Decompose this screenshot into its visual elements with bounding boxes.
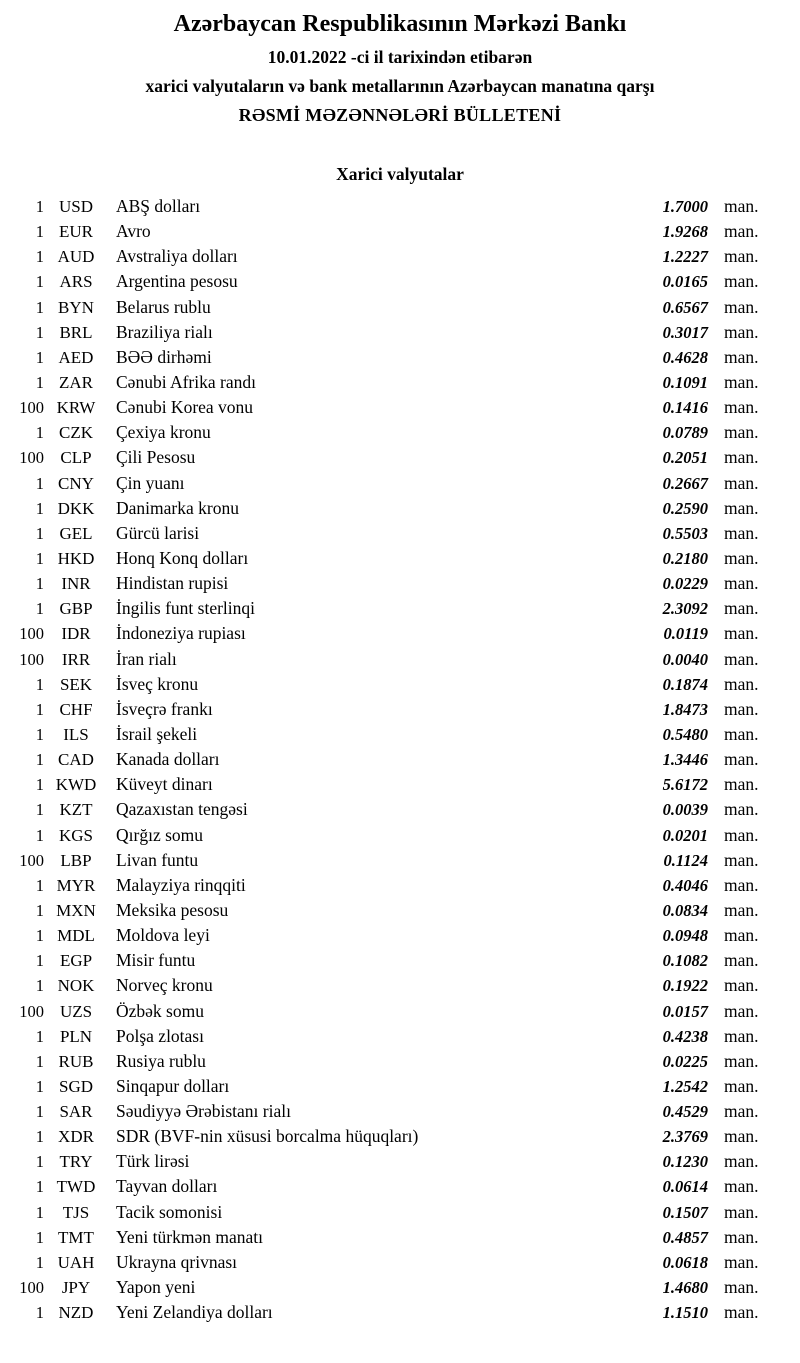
currency-name: Avro [116, 221, 151, 242]
rate-value: 1.9268 [662, 222, 708, 242]
table-row [0, 1200, 800, 1225]
table-row [0, 797, 800, 822]
quantity: 1 [35, 750, 44, 770]
rate-value: 0.4857 [662, 1227, 708, 1247]
unit-label: man. [724, 1201, 759, 1222]
quantity: 1 [35, 699, 44, 719]
rate-value: 0.2590 [662, 498, 708, 518]
unit-label: man. [724, 321, 759, 342]
unit-label: man. [724, 950, 759, 971]
rate-value: 0.6567 [662, 297, 708, 317]
currency-name: Meksika pesosu [116, 899, 229, 920]
unit-label: man. [724, 598, 759, 619]
currency-code: NZD [58, 1303, 94, 1323]
unit-label: man. [724, 221, 759, 242]
unit-label: man. [724, 623, 759, 644]
unit-label: man. [724, 447, 759, 468]
table-row [0, 1225, 800, 1250]
table-row [0, 1099, 800, 1124]
quantity: 1 [35, 724, 44, 744]
rate-value: 1.8473 [662, 699, 708, 719]
currency-code: GBP [59, 599, 93, 619]
unit-label: man. [724, 573, 759, 594]
unit-label: man. [724, 1251, 759, 1272]
currency-code: MXN [56, 900, 96, 920]
currency-name: İsrail şekeli [116, 723, 198, 744]
currency-name: Türk lirəsi [116, 1151, 190, 1172]
quantity: 1 [35, 1202, 44, 1222]
rate-value: 0.4529 [662, 1102, 708, 1122]
currency-code: XDR [58, 1127, 94, 1147]
currency-code: KGS [58, 825, 93, 845]
quantity: 1 [35, 197, 44, 216]
table-row [0, 219, 800, 244]
quantity: 1 [35, 1076, 44, 1096]
unit-label: man. [724, 271, 759, 292]
rate-value: 2.3092 [662, 599, 708, 619]
currency-name: İsveç kronu [116, 673, 199, 694]
currency-code: EUR [59, 222, 93, 242]
table-row [0, 295, 800, 320]
currency-name: Moldova leyi [116, 925, 210, 946]
currency-code: CLP [60, 448, 92, 468]
unit-label: man. [724, 899, 759, 920]
unit-label: man. [724, 1277, 759, 1298]
unit-label: man. [724, 799, 759, 820]
table-row [0, 1149, 800, 1174]
quantity: 1 [35, 574, 44, 594]
table-row [0, 194, 800, 219]
quantity: 1 [35, 1252, 44, 1272]
currency-name: Gürcü larisi [116, 522, 200, 543]
table-row [0, 848, 800, 873]
rate-value: 1.2542 [662, 1076, 708, 1096]
rate-value: 0.0165 [662, 272, 708, 292]
rate-value: 0.0040 [662, 649, 708, 669]
currency-name: ABŞ dolları [116, 196, 201, 216]
table-row [0, 1300, 800, 1325]
table-row [0, 898, 800, 923]
rate-value: 0.1922 [662, 976, 708, 996]
currency-name: Çexiya kronu [116, 422, 211, 443]
currency-name: Qırğız somu [116, 824, 204, 845]
currency-code: GEL [59, 523, 93, 543]
rate-value: 1.1510 [662, 1303, 708, 1323]
unit-label: man. [724, 371, 759, 392]
quantity: 1 [35, 548, 44, 568]
currency-code: ARS [59, 272, 93, 292]
unit-label: man. [724, 346, 759, 367]
currency-code: INR [61, 574, 91, 594]
unit-label: man. [724, 874, 759, 895]
table-row [0, 697, 800, 722]
quantity: 1 [35, 1177, 44, 1197]
table-row [0, 420, 800, 445]
currency-code: MDL [57, 926, 95, 946]
unit-label: man. [724, 196, 759, 216]
table-row [0, 370, 800, 395]
unit-label: man. [724, 397, 759, 418]
currency-name: Yapon yeni [116, 1277, 196, 1298]
quantity: 100 [19, 398, 44, 418]
rate-value: 0.1124 [663, 850, 708, 870]
currency-name: Çin yuanı [116, 472, 185, 493]
rate-value: 0.1416 [662, 398, 708, 418]
rate-value: 0.1091 [662, 372, 708, 392]
unit-label: man. [724, 1126, 759, 1147]
unit-label: man. [724, 849, 759, 870]
table-row [0, 647, 800, 672]
quantity: 1 [35, 900, 44, 920]
table-row [0, 747, 800, 772]
rate-value: 0.0039 [662, 800, 708, 820]
rate-value: 2.3769 [662, 1127, 708, 1147]
quantity: 1 [35, 825, 44, 845]
currency-code: IDR [61, 624, 91, 644]
table-row [0, 722, 800, 747]
currency-code: NOK [57, 976, 95, 996]
rate-value: 0.2051 [662, 448, 708, 468]
table-row [0, 1124, 800, 1149]
table-row [0, 1024, 800, 1049]
currency-code: CZK [59, 423, 93, 443]
table-row [0, 672, 800, 697]
rate-value: 1.4680 [662, 1278, 708, 1298]
table-row [0, 571, 800, 596]
table-row [0, 546, 800, 571]
unit-label: man. [724, 824, 759, 845]
table-row [0, 823, 800, 848]
currency-code: MYR [56, 875, 96, 895]
table-row [0, 999, 800, 1024]
currency-name: Polşa zlotası [116, 1025, 204, 1046]
table-row [0, 621, 800, 646]
currency-name: Ukrayna qrivnası [116, 1251, 238, 1272]
quantity: 100 [19, 1278, 44, 1298]
unit-label: man. [724, 925, 759, 946]
currency-name: Hindistan rupisi [116, 573, 229, 594]
currency-code: KWD [55, 775, 97, 795]
table-row [0, 772, 800, 797]
rates-table [0, 194, 800, 1325]
currency-name: Səudiyyə Ərəbistanı rialı [116, 1101, 291, 1122]
rate-value: 0.5503 [662, 523, 708, 543]
currency-code: CAD [58, 750, 94, 770]
unit-label: man. [724, 296, 759, 317]
table-row [0, 395, 800, 420]
table-row [0, 1074, 800, 1099]
quantity: 1 [35, 322, 44, 342]
quantity: 1 [35, 1152, 44, 1172]
currency-name: Avstraliya dolları [116, 246, 238, 267]
currency-name: Yeni türkmən manatı [116, 1226, 263, 1247]
rate-value: 0.0225 [662, 1051, 708, 1071]
unit-label: man. [724, 246, 759, 267]
table-row [0, 973, 800, 998]
quantity: 1 [35, 1026, 44, 1046]
currency-code: PLN [59, 1026, 93, 1046]
unit-label: man. [724, 723, 759, 744]
quantity: 1 [35, 297, 44, 317]
subtitle-line: xarici valyutaların və bank metallarının Azərbaycan manatına qarşı [145, 76, 655, 96]
currency-name: İndoneziya rupiası [116, 623, 246, 644]
currency-code: KZT [59, 800, 93, 820]
currency-code: BRL [59, 322, 93, 342]
unit-label: man. [724, 422, 759, 443]
rate-value: 0.0834 [662, 900, 708, 920]
table-row [0, 320, 800, 345]
table-row [0, 873, 800, 898]
table-row [0, 496, 800, 521]
currency-name: Braziliya rialı [116, 321, 213, 342]
currency-name: Belarus rublu [116, 296, 211, 317]
rate-value: 1.2227 [662, 247, 708, 267]
currency-name: Tacik somonisi [116, 1201, 223, 1222]
table-row [0, 471, 800, 496]
currency-name: İngilis funt sterlinqi [116, 598, 256, 619]
currency-code: TWD [56, 1177, 96, 1197]
currency-code: TJS [62, 1202, 90, 1222]
table-row [0, 596, 800, 621]
table-row [0, 923, 800, 948]
currency-code: DKK [57, 498, 95, 518]
unit-label: man. [724, 1302, 759, 1323]
quantity: 100 [19, 649, 44, 669]
currency-code: SAR [59, 1102, 93, 1122]
currency-code: ZAR [59, 372, 93, 392]
quantity: 1 [35, 1127, 44, 1147]
quantity: 1 [35, 599, 44, 619]
quantity: 1 [35, 674, 44, 694]
rate-value: 0.4628 [662, 347, 708, 367]
rate-value: 0.4238 [662, 1026, 708, 1046]
table-row [0, 1275, 800, 1300]
section-title-foreign-currencies: Xarici valyutalar [336, 164, 464, 184]
quantity: 1 [35, 1303, 44, 1323]
rate-value: 0.0119 [663, 624, 708, 644]
rate-value: 0.0789 [662, 423, 708, 443]
currency-name: BƏƏ dirhəmi [116, 346, 212, 367]
currency-code: CHF [59, 699, 93, 719]
currency-name: Tayvan dolları [116, 1176, 218, 1197]
currency-code: SGD [58, 1076, 93, 1096]
rate-value: 0.5480 [662, 724, 708, 744]
rate-value: 0.0618 [662, 1252, 708, 1272]
effective-date-line: 10.01.2022 -ci il tarixindən etibarən [267, 47, 533, 67]
unit-label: man. [724, 1000, 759, 1021]
unit-label: man. [724, 522, 759, 543]
quantity: 1 [35, 1227, 44, 1247]
quantity: 100 [19, 624, 44, 644]
currency-code: EGP [59, 951, 93, 971]
currency-name: Çili Pesosu [116, 447, 196, 468]
quantity: 1 [35, 423, 44, 443]
currency-code: AUD [57, 247, 95, 267]
unit-label: man. [724, 673, 759, 694]
rate-value: 0.0614 [662, 1177, 708, 1197]
currency-code: SEK [59, 674, 93, 694]
quantity: 1 [35, 372, 44, 392]
quantity: 1 [35, 926, 44, 946]
unit-label: man. [724, 698, 759, 719]
currency-code: KRW [56, 398, 96, 418]
rate-value: 0.1230 [662, 1152, 708, 1172]
currency-code: ILS [63, 724, 89, 744]
quantity: 1 [35, 875, 44, 895]
rate-value: 0.0157 [662, 1001, 708, 1021]
table-row [0, 1174, 800, 1199]
quantity: 1 [35, 347, 44, 367]
currency-code: TRY [59, 1152, 93, 1172]
rate-value: 0.4046 [662, 875, 708, 895]
rate-value: 0.0948 [662, 926, 708, 946]
bulletin-title: RƏSMİ MƏZƏNNƏLƏRİ BÜLLETENİ [238, 105, 562, 125]
currency-code: CNY [58, 473, 94, 493]
currency-code: IRR [61, 649, 91, 669]
rate-value: 0.0201 [662, 825, 708, 845]
unit-label: man. [724, 774, 759, 795]
currency-name: Cənubi Afrika randı [116, 371, 256, 392]
currency-name: Sinqapur dolları [116, 1075, 230, 1096]
table-row [0, 345, 800, 370]
quantity: 1 [35, 1102, 44, 1122]
currency-name: SDR (BVF-nin xüsusi borcalma hüquqları) [116, 1126, 419, 1147]
currency-name: Honq Konq dolları [116, 547, 249, 568]
currency-name: Kanada dolları [116, 749, 220, 770]
currency-name: Malayziya rinqqiti [116, 874, 246, 895]
currency-name: Rusiya rublu [116, 1050, 206, 1071]
quantity: 1 [35, 272, 44, 292]
unit-label: man. [724, 1101, 759, 1122]
bank-title: Azərbaycan Respublikasının Mərkəzi Bankı [173, 11, 627, 37]
table-row [0, 1049, 800, 1074]
rate-value: 0.2180 [662, 548, 708, 568]
currency-name: Yeni Zelandiya dolları [116, 1302, 273, 1323]
quantity: 1 [35, 498, 44, 518]
currency-name: Cənubi Korea vonu [116, 397, 254, 418]
unit-label: man. [724, 1226, 759, 1247]
table-row [0, 445, 800, 470]
unit-label: man. [724, 1050, 759, 1071]
currency-name: Livan funtu [116, 849, 199, 870]
unit-label: man. [724, 648, 759, 669]
unit-label: man. [724, 749, 759, 770]
quantity: 1 [35, 1051, 44, 1071]
unit-label: man. [724, 472, 759, 493]
table-row [0, 269, 800, 294]
quantity: 1 [35, 473, 44, 493]
quantity: 100 [19, 1001, 44, 1021]
quantity: 100 [19, 850, 44, 870]
rate-value: 0.1082 [662, 951, 708, 971]
currency-code: BYN [58, 297, 94, 317]
unit-label: man. [724, 975, 759, 996]
rate-value: 1.3446 [662, 750, 708, 770]
table-row [0, 1250, 800, 1275]
currency-name: İsveçrə frankı [116, 698, 213, 719]
unit-label: man. [724, 1176, 759, 1197]
currency-name: Küveyt dinarı [116, 774, 213, 795]
currency-name: Argentina pesosu [116, 271, 238, 292]
currency-name: Qazaxıstan tengəsi [116, 799, 248, 820]
unit-label: man. [724, 497, 759, 518]
rate-value: 0.2667 [662, 473, 708, 493]
bulletin-document [0, 10, 800, 1363]
currency-name: Misir funtu [116, 950, 196, 971]
quantity: 1 [35, 222, 44, 242]
currency-code: UZS [59, 1001, 93, 1021]
unit-label: man. [724, 1151, 759, 1172]
unit-label: man. [724, 547, 759, 568]
currency-code: LBP [60, 850, 92, 870]
table-row [0, 244, 800, 269]
currency-name: İran rialı [116, 648, 177, 669]
table-row [0, 948, 800, 973]
currency-code: HKD [57, 548, 95, 568]
unit-label: man. [724, 1025, 759, 1046]
quantity: 1 [35, 976, 44, 996]
quantity: 1 [35, 775, 44, 795]
currency-code: RUB [58, 1051, 94, 1071]
rate-value: 0.1874 [662, 674, 708, 694]
currency-name: Danimarka kronu [116, 497, 239, 518]
quantity: 1 [35, 247, 44, 267]
rate-value: 0.3017 [662, 322, 708, 342]
rate-value: 1.7000 [662, 197, 708, 216]
rate-value: 0.1507 [662, 1202, 708, 1222]
currency-name: Özbək somu [116, 1000, 204, 1021]
currency-code: TMT [58, 1227, 94, 1247]
quantity: 1 [35, 523, 44, 543]
quantity: 100 [19, 448, 44, 468]
currency-code: USD [58, 197, 93, 216]
currency-code: AED [58, 347, 94, 367]
rate-value: 5.6172 [662, 775, 708, 795]
unit-label: man. [724, 1075, 759, 1096]
table-row [0, 521, 800, 546]
currency-code: UAH [57, 1252, 95, 1272]
currency-name: Norveç kronu [116, 975, 213, 996]
quantity: 1 [35, 800, 44, 820]
currency-code: JPY [61, 1278, 91, 1298]
quantity: 1 [35, 951, 44, 971]
rate-value: 0.0229 [662, 574, 708, 594]
